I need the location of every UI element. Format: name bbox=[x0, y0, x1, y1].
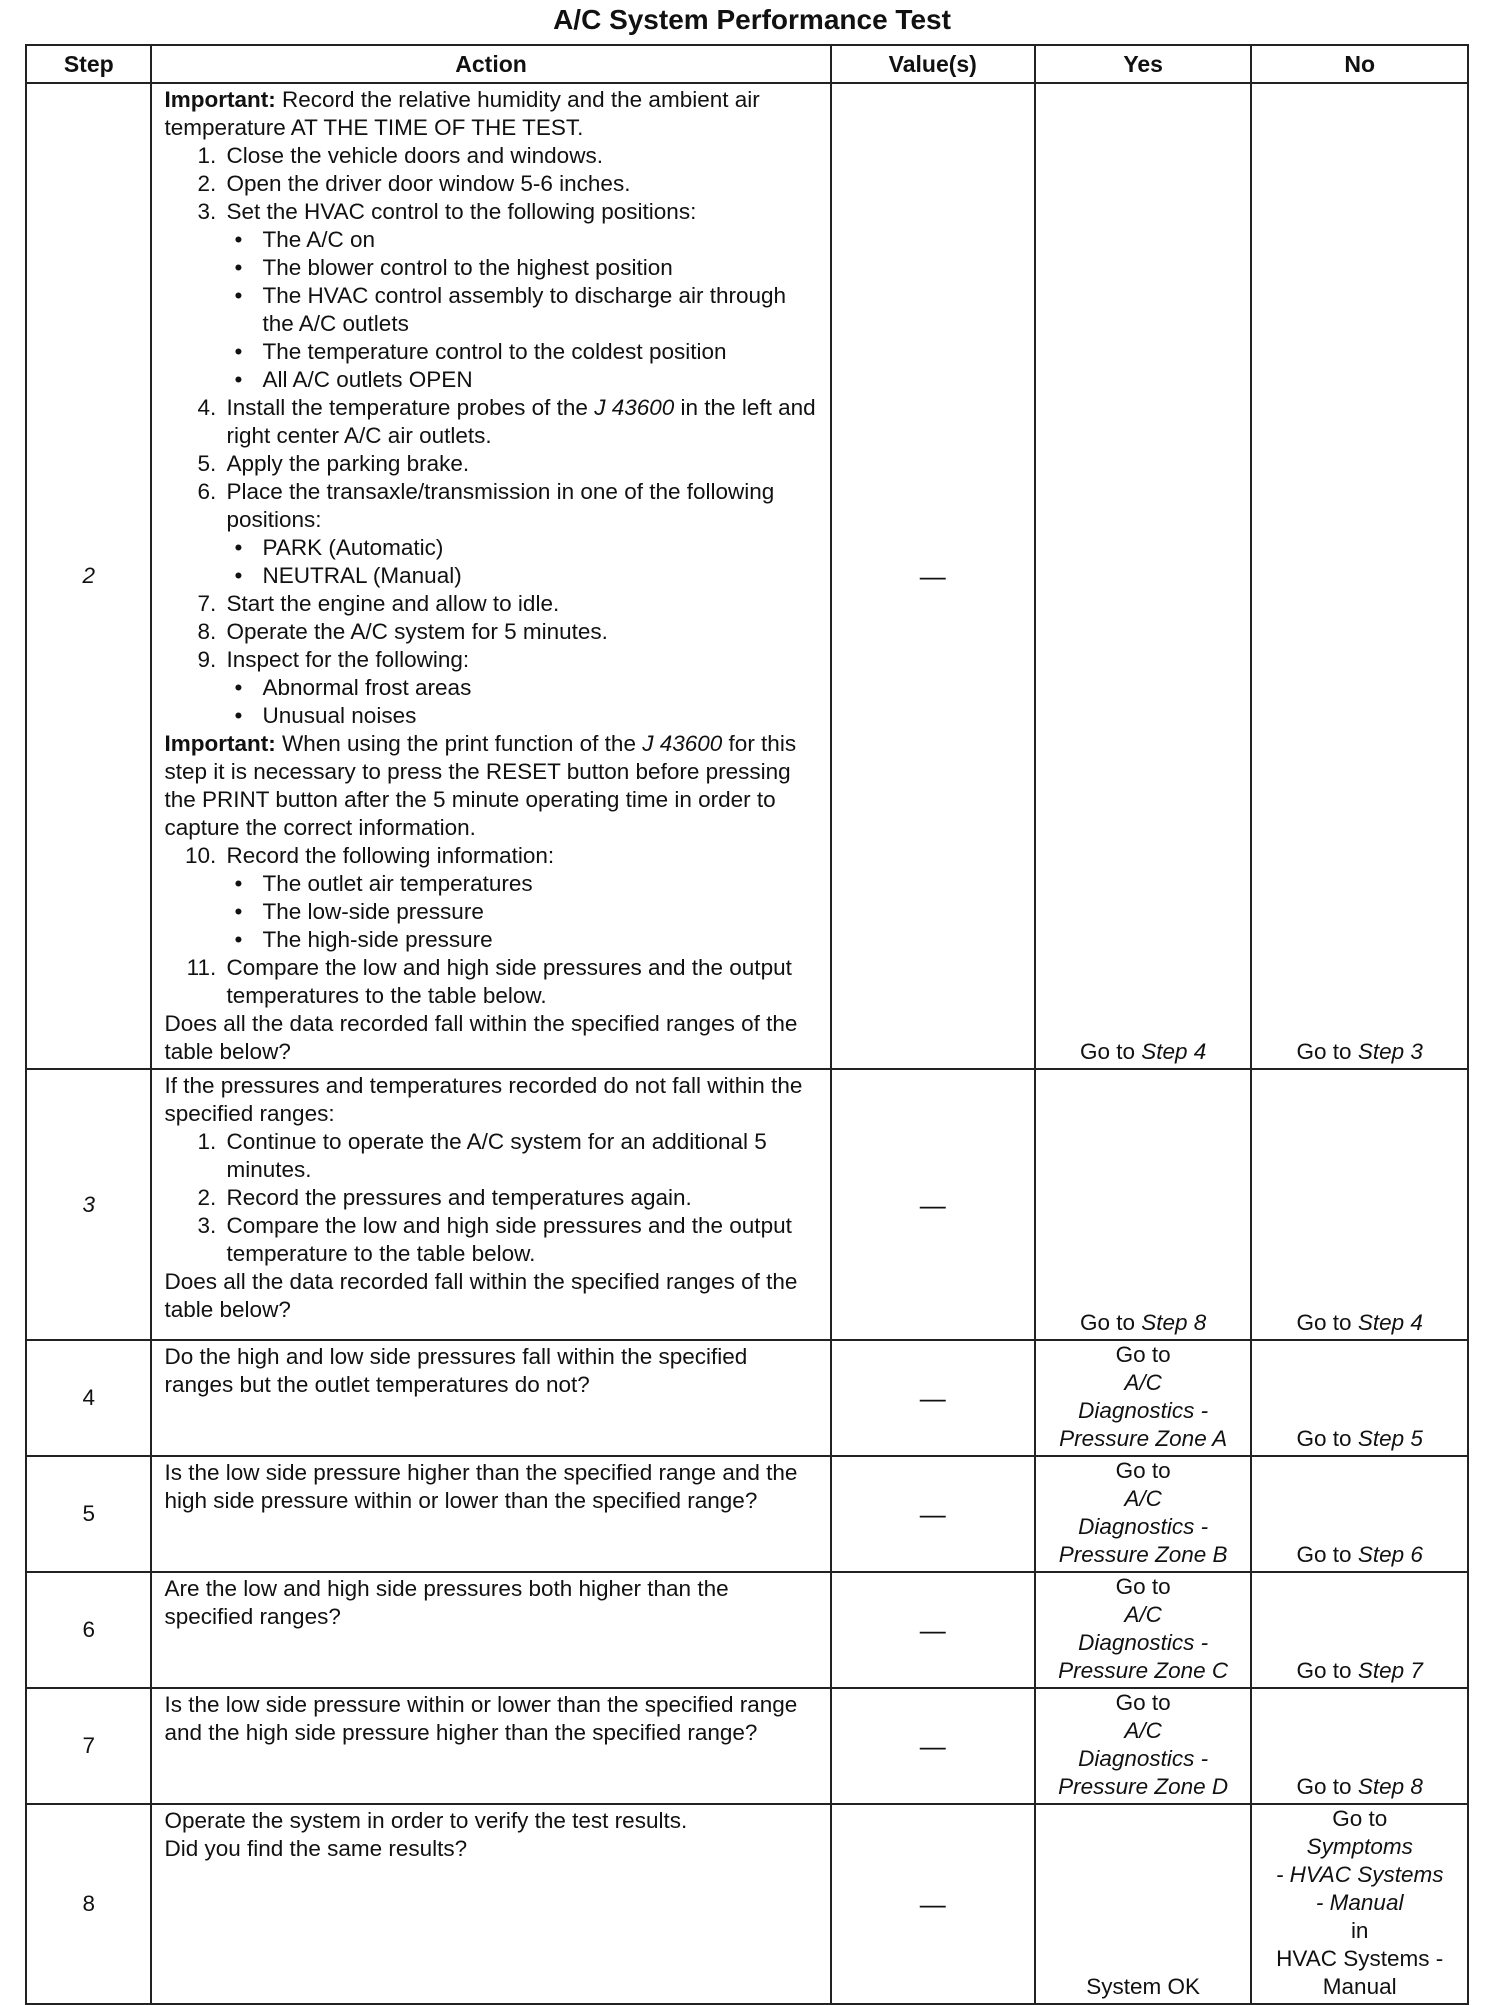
yes-text: Go to bbox=[1115, 1690, 1171, 1715]
header-step: Step bbox=[26, 45, 151, 83]
list-item bbox=[222, 478, 821, 590]
yes-line bbox=[1040, 1629, 1247, 1657]
manual-reference: Diagnostics - bbox=[1078, 1398, 1209, 1423]
list-item: 5. Apply the parking brake. bbox=[222, 450, 821, 478]
no-cell bbox=[1251, 1456, 1468, 1572]
list-item: 8. Operate the A/C system for 5 minutes. bbox=[222, 618, 821, 646]
no-text: in bbox=[1350, 1918, 1369, 1943]
no-line: Manual bbox=[1322, 1974, 1397, 1999]
yes-line bbox=[1040, 1341, 1247, 1397]
sub-list-item: • The A/C on bbox=[258, 226, 821, 254]
no-cell bbox=[1251, 83, 1468, 1069]
step-number: 5 bbox=[26, 1456, 151, 1572]
action-cell: Are the low and high side pressures both higher than the specified ranges? bbox=[151, 1572, 830, 1688]
yes-reference bbox=[1040, 1573, 1247, 1685]
yes-cell bbox=[1035, 1069, 1252, 1340]
sub-list-item: • PARK (Automatic) bbox=[258, 534, 821, 562]
procedure-list bbox=[164, 1128, 821, 1268]
manual-reference: Diagnostics - bbox=[1078, 1630, 1209, 1655]
step-reference: Step 4 bbox=[1357, 1310, 1423, 1335]
sub-list bbox=[226, 534, 821, 590]
important-text: When using the print function of the bbox=[275, 731, 643, 756]
yes-cell bbox=[1035, 1688, 1252, 1804]
no-line bbox=[1256, 1889, 1463, 1945]
header-no: No bbox=[1251, 45, 1468, 83]
value-cell: — bbox=[831, 1069, 1035, 1340]
step-reference: Step 6 bbox=[1357, 1542, 1423, 1567]
table-row bbox=[26, 1456, 1468, 1572]
step-reference: Step 4 bbox=[1141, 1039, 1207, 1064]
important-label: Important: bbox=[164, 87, 276, 112]
yes-line bbox=[1040, 1689, 1247, 1745]
important-note bbox=[164, 86, 821, 142]
step-number: 4 bbox=[26, 1340, 151, 1456]
list-item-text: Record the following information: bbox=[226, 843, 555, 868]
procedure-list bbox=[164, 142, 821, 730]
no-text: Go to bbox=[1296, 1310, 1358, 1335]
step-number: 7 bbox=[26, 1688, 151, 1804]
yes-text: Go to bbox=[1079, 1310, 1142, 1335]
no-cell bbox=[1251, 1804, 1468, 2004]
no-cell bbox=[1251, 1340, 1468, 1456]
yes-reference bbox=[1040, 1689, 1247, 1801]
no-cell bbox=[1251, 1572, 1468, 1688]
sub-list-item: • Unusual noises bbox=[258, 702, 821, 730]
table-row bbox=[26, 1572, 1468, 1688]
step-reference: Step 7 bbox=[1357, 1658, 1423, 1683]
header-action: Action bbox=[151, 45, 830, 83]
procedure-list bbox=[164, 842, 821, 1010]
manual-reference: Diagnostics - bbox=[1078, 1746, 1209, 1771]
list-item-text: Set the HVAC control to the following positions: bbox=[226, 199, 697, 224]
page-title: A/C System Performance Test bbox=[553, 4, 951, 35]
yes-reference bbox=[1040, 1457, 1247, 1569]
list-item bbox=[222, 198, 821, 394]
manual-reference: Symptoms bbox=[1306, 1834, 1413, 1859]
table-row bbox=[26, 1340, 1468, 1456]
no-line bbox=[1256, 1861, 1463, 1889]
action-cell: Do the high and low side pressures fall within the specified ranges but the outlet temperatures do not? bbox=[151, 1340, 830, 1456]
action-cell bbox=[151, 83, 830, 1069]
header-values: Value(s) bbox=[831, 45, 1035, 83]
important-text: Record the relative humidity and the ambient air temperature AT THE TIME OF THE TEST. bbox=[164, 87, 760, 140]
intro-text: If the pressures and temperatures recorded do not fall within the specified ranges: bbox=[164, 1073, 803, 1126]
step-number: 2 bbox=[26, 83, 151, 1069]
list-item: 11. Compare the low and high side pressures and the output temperatures to the table below. bbox=[222, 954, 821, 1010]
yes-reference bbox=[1040, 1341, 1247, 1453]
list-item: 3. Compare the low and high side pressures and the output temperature to the table below. bbox=[222, 1212, 821, 1268]
yes-line bbox=[1040, 1425, 1247, 1453]
list-item-text: Place the transaxle/transmission in one of the following positions: bbox=[226, 479, 775, 532]
yes-cell: System OK bbox=[1035, 1804, 1252, 2004]
manual-reference: Pressure Zone D bbox=[1058, 1774, 1229, 1799]
list-item: 1. Continue to operate the A/C system for an additional 5 minutes. bbox=[222, 1128, 821, 1184]
no-text: Go to bbox=[1296, 1039, 1358, 1064]
step-number: 6 bbox=[26, 1572, 151, 1688]
sub-list-item: • NEUTRAL (Manual) bbox=[258, 562, 821, 590]
list-item-text: Inspect for the following: bbox=[226, 647, 470, 672]
list-item: 7. Start the engine and allow to idle. bbox=[222, 590, 821, 618]
step-reference: Step 8 bbox=[1357, 1774, 1423, 1799]
question-text: Does all the data recorded fall within the specified ranges of the table below? bbox=[164, 1011, 798, 1064]
list-item bbox=[222, 842, 821, 954]
header-row bbox=[26, 45, 1468, 83]
manual-reference: A/C bbox=[1124, 1718, 1162, 1743]
tool-reference: J 43600 bbox=[642, 731, 723, 756]
manual-reference: A/C bbox=[1124, 1602, 1162, 1627]
performance-test-table bbox=[25, 44, 1469, 2005]
sub-list-item: • The HVAC control assembly to discharge air through the A/C outlets bbox=[258, 282, 821, 338]
important-text: for this step it is necessary to press the RESET button before pressing the PRINT button after the 5 minute operating time in order to capture the correct information. bbox=[164, 731, 797, 840]
no-line bbox=[1256, 1805, 1463, 1861]
action-cell: Is the low side pressure higher than the specified range and the high side pressure within or lower than the specified range? bbox=[151, 1456, 830, 1572]
yes-cell bbox=[1035, 83, 1252, 1069]
sub-list-item: • The low-side pressure bbox=[258, 898, 821, 926]
yes-line bbox=[1040, 1773, 1247, 1801]
list-item bbox=[222, 646, 821, 730]
manual-reference: Pressure Zone B bbox=[1058, 1542, 1228, 1567]
manual-reference: Diagnostics - bbox=[1078, 1514, 1209, 1539]
yes-line bbox=[1040, 1657, 1247, 1685]
tool-reference: J 43600 bbox=[594, 395, 675, 420]
yes-text: Go to bbox=[1115, 1342, 1171, 1367]
step-reference: Step 3 bbox=[1357, 1039, 1423, 1064]
value-cell: — bbox=[831, 83, 1035, 1069]
no-cell bbox=[1251, 1069, 1468, 1340]
yes-text: Go to bbox=[1079, 1039, 1142, 1064]
action-text: Operate the system in order to verify the test results. bbox=[164, 1808, 688, 1833]
yes-cell bbox=[1035, 1572, 1252, 1688]
yes-cell bbox=[1035, 1340, 1252, 1456]
sub-list-item: • The high-side pressure bbox=[258, 926, 821, 954]
yes-cell bbox=[1035, 1456, 1252, 1572]
yes-line bbox=[1040, 1573, 1247, 1629]
table-row bbox=[26, 1688, 1468, 1804]
important-label: Important: bbox=[164, 731, 276, 756]
action-cell bbox=[151, 1069, 830, 1340]
header-yes: Yes bbox=[1035, 45, 1252, 83]
yes-line bbox=[1040, 1457, 1247, 1513]
action-cell: Is the low side pressure within or lower than the specified range and the high side pressure higher than the specified range? bbox=[151, 1688, 830, 1804]
no-text: Go to bbox=[1296, 1658, 1358, 1683]
sub-list-item: • The blower control to the highest position bbox=[258, 254, 821, 282]
list-item: 2. Record the pressures and temperatures again. bbox=[222, 1184, 821, 1212]
manual-reference: A/C bbox=[1124, 1486, 1162, 1511]
list-item bbox=[222, 394, 821, 450]
list-item-text: in the left and right center A/C air outlets. bbox=[226, 395, 816, 448]
manual-reference: Pressure Zone A bbox=[1059, 1426, 1228, 1451]
manual-reference: - HVAC Systems bbox=[1275, 1862, 1444, 1887]
yes-line bbox=[1040, 1397, 1247, 1425]
no-reference bbox=[1256, 1805, 1463, 2001]
sub-list bbox=[226, 674, 821, 730]
list-item-text: Install the temperature probes of the bbox=[226, 395, 595, 420]
no-line: HVAC Systems - bbox=[1276, 1946, 1444, 1971]
no-text: Go to bbox=[1296, 1542, 1358, 1567]
sub-list bbox=[226, 870, 821, 954]
step-number: 3 bbox=[26, 1069, 151, 1340]
no-text: Go to bbox=[1296, 1426, 1358, 1451]
sub-list-item: • The outlet air temperatures bbox=[258, 870, 821, 898]
yes-line bbox=[1040, 1541, 1247, 1569]
step-reference: Step 5 bbox=[1357, 1426, 1423, 1451]
sub-list-item: • All A/C outlets OPEN bbox=[258, 366, 821, 394]
list-item: 2. Open the driver door window 5-6 inches. bbox=[222, 170, 821, 198]
question-text: Did you find the same results? bbox=[164, 1836, 468, 1861]
value-cell: — bbox=[831, 1456, 1035, 1572]
sub-list-item: • The temperature control to the coldest position bbox=[258, 338, 821, 366]
important-note bbox=[164, 730, 821, 842]
table-row bbox=[26, 1069, 1468, 1340]
list-item: 1. Close the vehicle doors and windows. bbox=[222, 142, 821, 170]
value-cell: — bbox=[831, 1804, 1035, 2004]
yes-text: Go to bbox=[1115, 1574, 1171, 1599]
manual-reference: - Manual bbox=[1315, 1890, 1404, 1915]
step-reference: Step 8 bbox=[1141, 1310, 1207, 1335]
yes-line bbox=[1040, 1745, 1247, 1773]
question-text: Does all the data recorded fall within the specified ranges of the table below? bbox=[164, 1269, 798, 1322]
step-number: 8 bbox=[26, 1804, 151, 2004]
no-text: Go to bbox=[1332, 1806, 1388, 1831]
table-row bbox=[26, 83, 1468, 1069]
sub-list bbox=[226, 226, 821, 394]
value-cell: — bbox=[831, 1688, 1035, 1804]
no-cell bbox=[1251, 1688, 1468, 1804]
manual-reference: Pressure Zone C bbox=[1058, 1658, 1229, 1683]
value-cell: — bbox=[831, 1572, 1035, 1688]
table-row bbox=[26, 1804, 1468, 2004]
manual-reference: A/C bbox=[1124, 1370, 1162, 1395]
no-text: Go to bbox=[1296, 1774, 1358, 1799]
yes-line bbox=[1040, 1513, 1247, 1541]
yes-text: Go to bbox=[1115, 1458, 1171, 1483]
action-cell bbox=[151, 1804, 830, 2004]
value-cell: — bbox=[831, 1340, 1035, 1456]
sub-list-item: • Abnormal frost areas bbox=[258, 674, 821, 702]
